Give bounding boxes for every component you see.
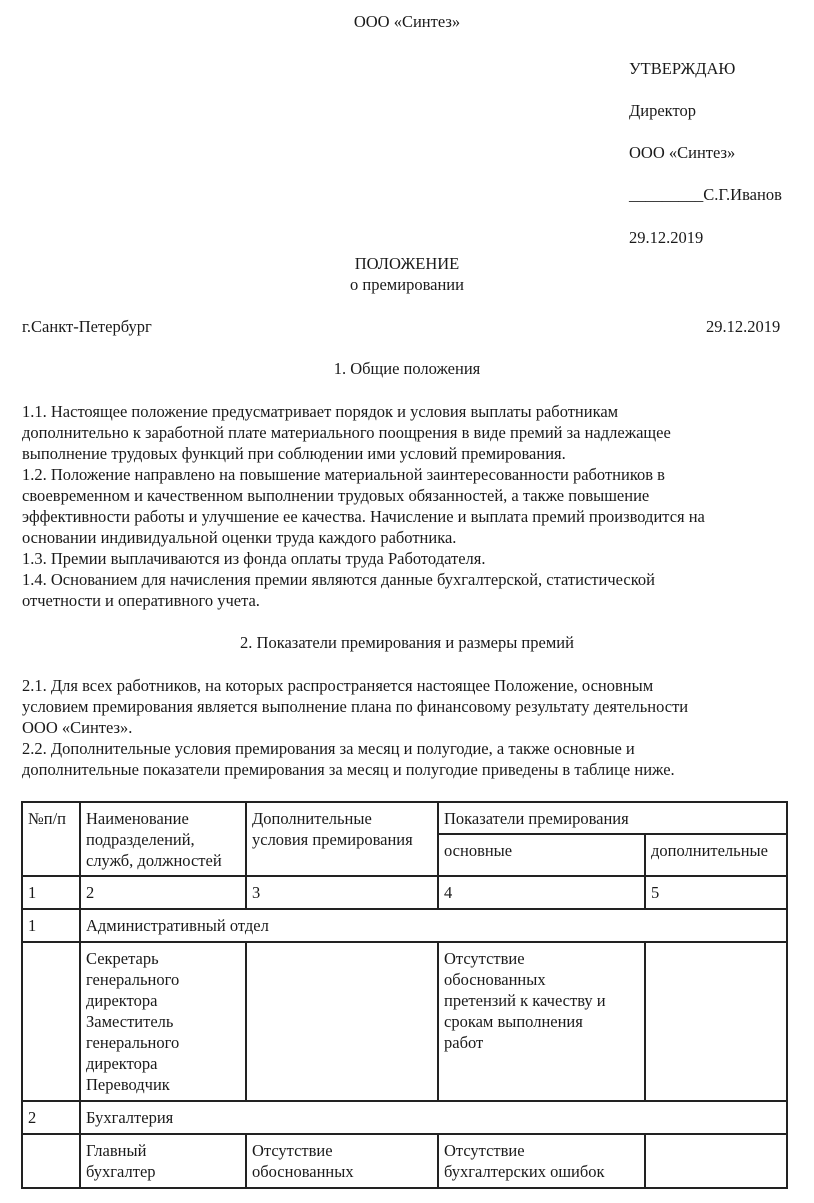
header-name-line: Наименование [86, 809, 189, 828]
section-2-line: дополнительные показатели премирования за месяц и полугодие приведены в таблице ниже. [22, 760, 675, 779]
row-name-line: бухгалтер [86, 1162, 156, 1181]
section-1-line: своевременном и качественном выполнении трудовых обязанностей, а также повышение [22, 486, 650, 505]
section-1-line: отчетности и оперативного учета. [22, 591, 260, 610]
table-row [22, 942, 787, 1101]
row-name [80, 942, 246, 1101]
row-conditions [246, 942, 438, 1101]
company-header: ООО «Синтез» [353, 12, 461, 31]
section-num: 2 [22, 1101, 80, 1134]
header-conditions-line: условия премирования [252, 830, 413, 849]
row-name-line: Переводчик [86, 1075, 170, 1094]
document-date: 29.12.2019 [706, 317, 781, 336]
document-title: ПОЛОЖЕНИЕ [354, 254, 460, 273]
header-additional: дополнительные [645, 834, 787, 876]
row-name-line: директора [86, 991, 158, 1010]
row-num [22, 942, 80, 1101]
row-main-line: претензий к качеству и [444, 991, 606, 1010]
row-name-line: Главный [86, 1141, 147, 1160]
section-1-line: дополнительно к заработной плате материального поощрения в виде премий за надлежащее [22, 423, 671, 442]
row-name-line: Секретарь [86, 949, 159, 968]
row-conditions-line: обоснованных [252, 1162, 354, 1181]
column-number: 4 [438, 876, 645, 909]
header-main: основные [438, 834, 645, 876]
row-name-line: генерального [86, 970, 180, 989]
section-2-line: условием премирования является выполнение плана по финансовому результату деятельности [22, 697, 689, 716]
section-1-line: 1.4. Основанием для начисления премии являются данные бухгалтерской, статистической [22, 570, 655, 589]
header-conditions-line: Дополнительные [252, 809, 372, 828]
column-number: 3 [246, 876, 438, 909]
document-subtitle: о премировании [350, 275, 464, 294]
section-2-line: 2.2. Дополнительные условия премирования за месяц и полугодие, а также основные и [22, 739, 635, 758]
section-title: Административный отдел [80, 909, 787, 942]
section-1-line: 1.2. Положение направлено на повышение материальной заинтересованности работников в [22, 465, 665, 484]
section-2-line: ООО «Синтез». [22, 718, 133, 737]
row-conditions [246, 1134, 438, 1188]
table-column-numbers-row [22, 876, 787, 909]
row-num [22, 1134, 80, 1188]
section-1-body [22, 401, 802, 611]
table-header-row [22, 802, 787, 834]
row-additional-indicators [645, 942, 787, 1101]
table-section-row [22, 1101, 787, 1134]
section-1-line: 1.1. Настоящее положение предусматривает порядок и условия выплаты работникам [22, 402, 619, 421]
row-name-line: директора [86, 1054, 158, 1073]
document-city: г.Санкт-Петербург [22, 317, 152, 336]
row-main-line: Отсутствие [444, 1141, 525, 1160]
header-name-line: подразделений, [86, 830, 195, 849]
approval-position: Директор [629, 101, 696, 120]
section-2-body [22, 675, 802, 780]
row-main-indicators [438, 1134, 645, 1188]
section-1-line: 1.3. Премии выплачиваются из фонда оплаты труда Работодателя. [22, 549, 486, 568]
row-name-line: Заместитель [86, 1012, 174, 1031]
section-num: 1 [22, 909, 80, 942]
header-name [80, 802, 246, 876]
approval-company: ООО «Синтез» [629, 143, 736, 162]
table-row [22, 1134, 787, 1188]
header-indicators: Показатели премирования [438, 802, 787, 834]
section-title: Бухгалтерия [80, 1101, 787, 1134]
row-conditions-line: Отсутствие [252, 1141, 333, 1160]
row-main-indicators [438, 942, 645, 1101]
column-number: 2 [80, 876, 246, 909]
row-main-line: срокам выполнения [444, 1012, 583, 1031]
approval-title: УТВЕРЖДАЮ [629, 59, 736, 78]
row-name-line: генерального [86, 1033, 180, 1052]
approval-signature: _________С.Г.Иванов [629, 185, 782, 204]
section-1-line: эффективности работы и улучшение ее качества. Начисление и выплата премий производится на [22, 507, 705, 526]
header-name-line: служб, должностей [86, 851, 222, 870]
row-main-line: Отсутствие [444, 949, 525, 968]
approval-date: 29.12.2019 [629, 228, 704, 247]
row-main-line: работ [444, 1033, 484, 1052]
section-1-line: выполнение трудовых функций при соблюдении ими условий премирования. [22, 444, 566, 463]
row-main-line: обоснованных [444, 970, 546, 989]
row-name [80, 1134, 246, 1188]
row-main-line: бухгалтерских ошибок [444, 1162, 605, 1181]
section-2-line: 2.1. Для всех работников, на которых распространяется настоящее Положение, основным [22, 676, 654, 695]
column-number: 1 [22, 876, 80, 909]
column-number: 5 [645, 876, 787, 909]
section-2-heading: 2. Показатели премирования и размеры премий [240, 633, 574, 652]
header-conditions [246, 802, 438, 876]
section-1-heading: 1. Общие положения [333, 359, 481, 378]
row-additional-indicators [645, 1134, 787, 1188]
bonus-indicators-table [21, 801, 788, 1189]
header-num: №п/п [22, 802, 80, 876]
section-1-line: основании индивидуальной оценки труда каждого работника. [22, 528, 457, 547]
table-section-row [22, 909, 787, 942]
